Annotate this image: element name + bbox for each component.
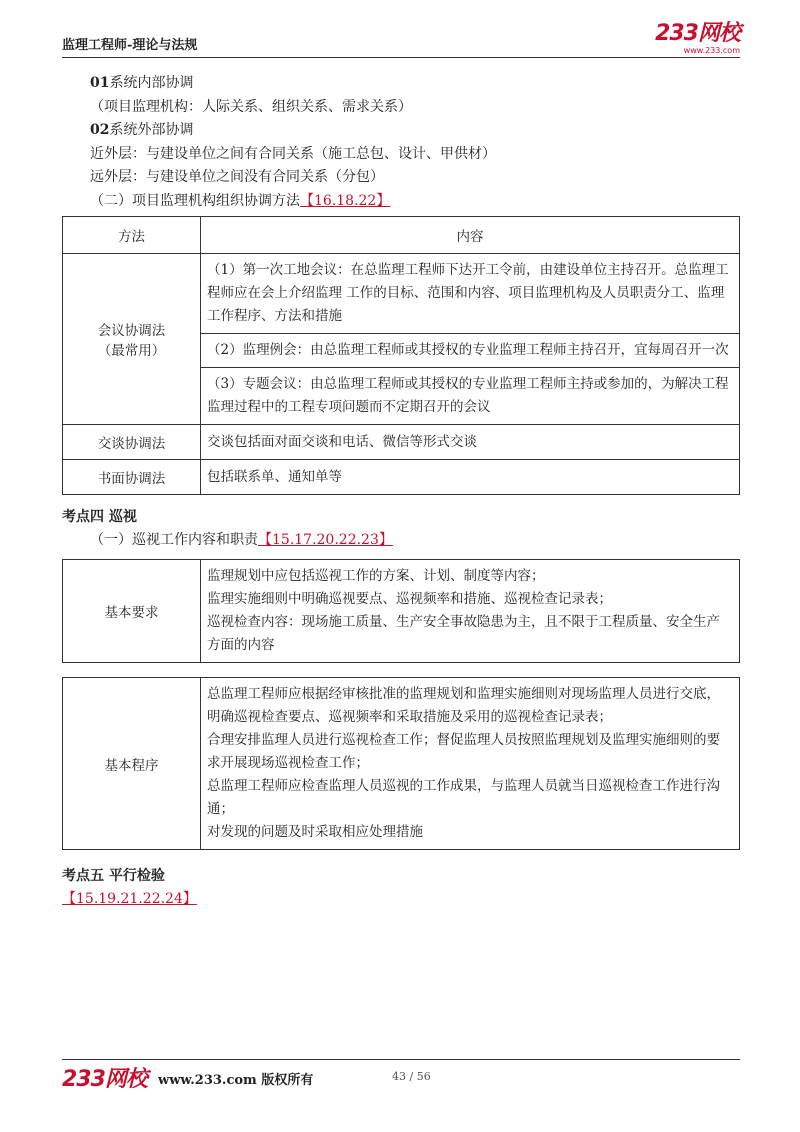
brand-logo[interactable]: [655, 22, 740, 55]
written-method-label: 书面协调法: [63, 460, 201, 495]
section-5-tag-line: [62, 888, 740, 912]
header-content: 内容: [201, 217, 740, 254]
first-site-meeting-cell: （1）第一次工地会议：在总监理工程师下达开工令前，由建设单位主持召开。总监理工程师应在会上介绍监理 工作的目标、范围和内容、项目监理机构及人员职责分工、监理工作程序、方法和措施: [201, 254, 740, 334]
footer-copyright[interactable]: www.233.com 版权所有: [158, 1073, 314, 1088]
logo-text: 233网校: [655, 21, 740, 46]
document-title: 监理工程师-理论与法规: [62, 38, 198, 53]
requirement-line: 巡视检查内容：现场施工质量、生产安全事故隐患为主，且不限于工程质量、安全生产方面的内容: [207, 614, 720, 653]
year-tag: 【15.19.21.22.24】: [62, 891, 197, 907]
procedure-line: 总监理工程师应检查监理人员巡视的工作成果，与监理人员就当日巡视检查工作进行沟通；: [207, 778, 720, 817]
logo-url: www.233.com: [683, 46, 740, 55]
regular-meeting-cell: （2）监理例会：由总监理工程师或其授权的专业监理工程师主持召开，宜每周召开一次: [201, 334, 740, 368]
table-row: [63, 460, 740, 495]
table-row: [63, 425, 740, 460]
footer-logo[interactable]: 233网校: [62, 1067, 147, 1092]
procedure-label: 基本程序: [63, 678, 201, 850]
procedure-line: 对发现的问题及时采取相应处理措施: [207, 824, 423, 840]
year-tag: 【16.18.22】: [300, 192, 391, 209]
section-4-title: 考点四 巡视: [62, 509, 137, 525]
page-header: [62, 22, 740, 60]
procedure-line: 合理安排监理人员进行巡视检查工作；督促监理人员按照监理规划及监理实施细则的要求开展现场巡视检查工作；: [207, 732, 720, 771]
page-footer: [62, 1064, 740, 1090]
intro-line-4: 近外层：与建设单位之间有合同关系（施工总包、设计、甲供材）: [90, 145, 496, 162]
meeting-method-note: （最常用）: [97, 343, 166, 359]
table-row: [63, 678, 740, 850]
intro-line-2: （项目监理机构：人际关系、组织关系、需求关系）: [90, 98, 412, 115]
inspection-requirements-table: [62, 559, 740, 663]
special-meeting-cell: （3）专题会议：由总监理工程师或其授权的专业监理工程师主持或参加的，为解决工程监理过程中的工程专项问题而不定期召开的会议: [201, 368, 740, 425]
intro-line-3: [62, 119, 740, 143]
header-divider: [62, 57, 740, 58]
intro-line-1: [62, 72, 740, 96]
requirements-label: 基本要求: [63, 560, 201, 663]
procedure-line: 总监理工程师应根据经审核批准的监理规划和监理实施细则对现场监理人员进行交底，明确巡视检查要点、巡视频率和采取措施及采用的巡视检查记录表；: [207, 686, 720, 725]
table-row: [63, 560, 740, 663]
talk-method-content: 交谈包括面对面交谈和电话、微信等形式交谈: [201, 425, 740, 460]
procedure-content: [201, 678, 740, 850]
intro-line-5: 远外层：与建设单位之间没有合同关系（分包）: [90, 169, 384, 185]
table-row: [63, 254, 740, 334]
written-method-content: 包括联系单、通知单等: [201, 460, 740, 495]
footer-divider: [62, 1059, 740, 1060]
requirement-line: 监理实施细则中明确巡视要点、巡视频率和措施、巡视检查记录表；: [207, 591, 612, 607]
meeting-method-label: 会议协调法: [97, 323, 166, 339]
table-header-row: [63, 217, 740, 254]
page-content: [62, 72, 740, 912]
intro-text-01: 系统内部协调: [109, 75, 194, 91]
coordination-methods-table: [62, 216, 740, 495]
talk-method-label: 交谈协调法: [63, 425, 201, 460]
inspection-procedure-table: [62, 677, 740, 850]
requirements-content: [201, 560, 740, 663]
year-tag: 【15.17.20.22.23】: [258, 532, 393, 548]
intro-text-02: 系统外部协调: [109, 122, 194, 138]
section-5-title: 考点五 平行检验: [62, 868, 165, 884]
header-method: 方法: [63, 217, 201, 254]
intro-line-6: [62, 190, 740, 214]
section-4-subtitle-text: （一）巡视工作内容和职责: [90, 532, 258, 548]
requirement-line: 监理规划中应包括巡视工作的方案、计划、制度等内容；: [207, 568, 545, 584]
page-number: 43 / 56: [392, 1070, 431, 1083]
section-4-subtitle: [62, 529, 740, 551]
subsection-heading: （二）项目监理机构组织协调方法: [90, 192, 300, 209]
intro-number-01: 01: [90, 75, 110, 91]
meeting-method-cell: [63, 254, 201, 425]
intro-number-02: 02: [90, 122, 110, 138]
